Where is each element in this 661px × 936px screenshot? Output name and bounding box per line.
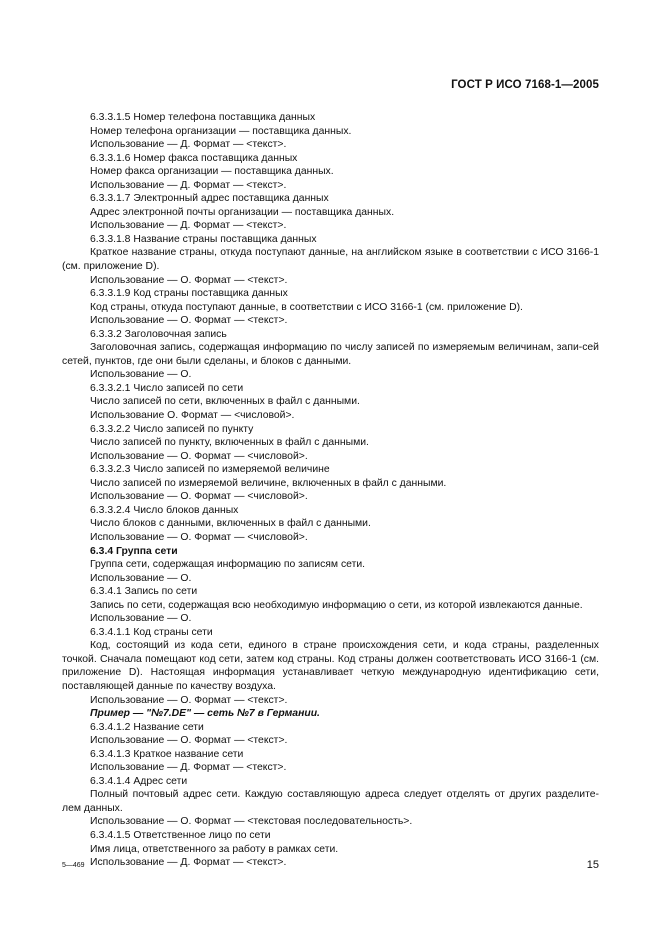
clause-heading: 6.3.3.1.5 Номер телефона поставщика данных — [90, 112, 316, 123]
clause-heading: 6.3.3.2.2 Число записей по пункту — [90, 423, 254, 435]
usage-text: Использование — Д. Формат — <текст>. — [90, 179, 287, 191]
usage-text: Использование — О. — [90, 572, 192, 584]
body-text: Код страны, откуда поступают данные, в соответствии с ИСО 3166-1 (см. приложение D). — [90, 301, 523, 313]
standard-header: ГОСТ Р ИСО 7168-1—2005 — [451, 79, 599, 91]
print-code: 5—469 — [62, 862, 85, 869]
body-text: Код, состоящий из кода сети, единого в стране происхождения сети, и кода страны, разделенных точкой. Сначала помещают код сети, затем код страны. Код страны должен соответствовать ИСО 3166-1 (см. приложение D). Настоящая информация устанавливает четкую международную идентификацию сети, поставляющей данные по качеству воздуха. — [62, 640, 599, 692]
body-text: Число блоков с данными, включенных в файл с данными. — [90, 518, 371, 530]
clause-heading: 6.3.3.2.1 Число записей по сети — [90, 382, 244, 394]
body-text: Число записей по измеряемой величине, включенных в файл с данными. — [90, 477, 447, 489]
clause-heading: 6.3.4.1.1 Код страны сети — [90, 626, 213, 638]
usage-text: Использование — О. — [90, 613, 192, 625]
clause-heading: 6.3.4.1.4 Адрес сети — [90, 775, 188, 787]
usage-text: Использование — Д. Формат — <текст>. — [90, 762, 287, 774]
clause-heading: 6.3.3.1.9 Код страны поставщика данных — [90, 288, 288, 300]
body-text: Число записей по сети, включенных в файл с данными. — [90, 396, 360, 408]
clause-heading: 6.3.4.1.3 Краткое название сети — [90, 748, 244, 760]
body-text: Число записей по пункту, включенных в файл с данными. — [90, 437, 369, 449]
usage-text: Использование — О. Формат — <текст>. — [90, 694, 288, 706]
example-text: Пример — "№7.DE" — сеть №7 в Германии. — [90, 708, 320, 720]
usage-text: Использование — О. Формат — <текст>. — [90, 735, 288, 747]
body-text: Номер телефона организации — поставщика данных. — [90, 125, 352, 137]
usage-text: Использование — О. Формат — <числовой>. — [90, 531, 308, 543]
body-text: Запись по сети, содержащая всю необходимую информацию о сети, из которой извлекаются данные. — [90, 599, 583, 611]
clause-heading: 6.3.3.2 Заголовочная запись — [90, 328, 227, 340]
clause-heading: 6.3.3.1.6 Номер факса поставщика данных — [90, 152, 298, 164]
usage-text: Использование — О. — [90, 369, 192, 381]
clause-heading: 6.3.3.1.7 Электронный адрес поставщика данных — [90, 193, 329, 205]
usage-text: Использование — Д. Формат — <текст>. — [90, 220, 287, 232]
clause-heading: 6.3.4.1.5 Ответственное лицо по сети — [90, 829, 271, 841]
body-text: Краткое название страны, откуда поступают данные, на английском языке в соответствии с ИСО 3166-1 (см. приложение D). — [62, 247, 599, 273]
body-text: Адрес электронной почты организации — поставщика данных. — [90, 206, 395, 218]
body-text: Имя лица, ответственного за работу в рамках сети. — [90, 843, 339, 855]
clause-heading: 6.3.4.1 Запись по сети — [90, 586, 198, 598]
page-number: 15 — [586, 859, 599, 871]
clause-heading: 6.3.3.1.8 Название страны поставщика данных — [90, 233, 317, 245]
body-text: Заголовочная запись, содержащая информацию по числу записей по измеряемым величинам, запи-сей сетей, пунктов, где они были сделаны, и блоков с данными. — [62, 342, 599, 367]
usage-text: Использование — О. Формат — <текст>. — [90, 274, 288, 286]
document-body — [62, 111, 599, 870]
usage-text: Использование О. Формат — <числовой>. — [90, 410, 295, 422]
body-text: Номер факса организации — поставщика данных. — [90, 166, 334, 178]
body-text: Полный почтовый адрес сети. Каждую составляющую адреса следует отделять от других разделите-лем данных. — [62, 789, 599, 814]
body-text: Группа сети, содержащая информацию по записям сети. — [90, 559, 366, 571]
section-heading: 6.3.4 Группа сети — [90, 545, 178, 557]
usage-text: Использование — О. Формат — <текстовая последовательность>. — [90, 816, 413, 828]
usage-text: Использование — О. Формат — <числовой>. — [90, 450, 308, 462]
usage-text: Использование — О. Формат — <текст>. — [90, 315, 288, 327]
usage-text: Использование — О. Формат — <числовой>. — [90, 491, 308, 503]
usage-text: Использование — Д. Формат — <текст>. — [90, 857, 287, 869]
usage-text: Использование — Д. Формат — <текст>. — [90, 139, 287, 151]
clause-heading: 6.3.3.2.3 Число записей по измеряемой величине — [90, 464, 330, 476]
clause-heading: 6.3.3.2.4 Число блоков данных — [90, 504, 239, 516]
clause-heading: 6.3.4.1.2 Название сети — [90, 721, 204, 733]
